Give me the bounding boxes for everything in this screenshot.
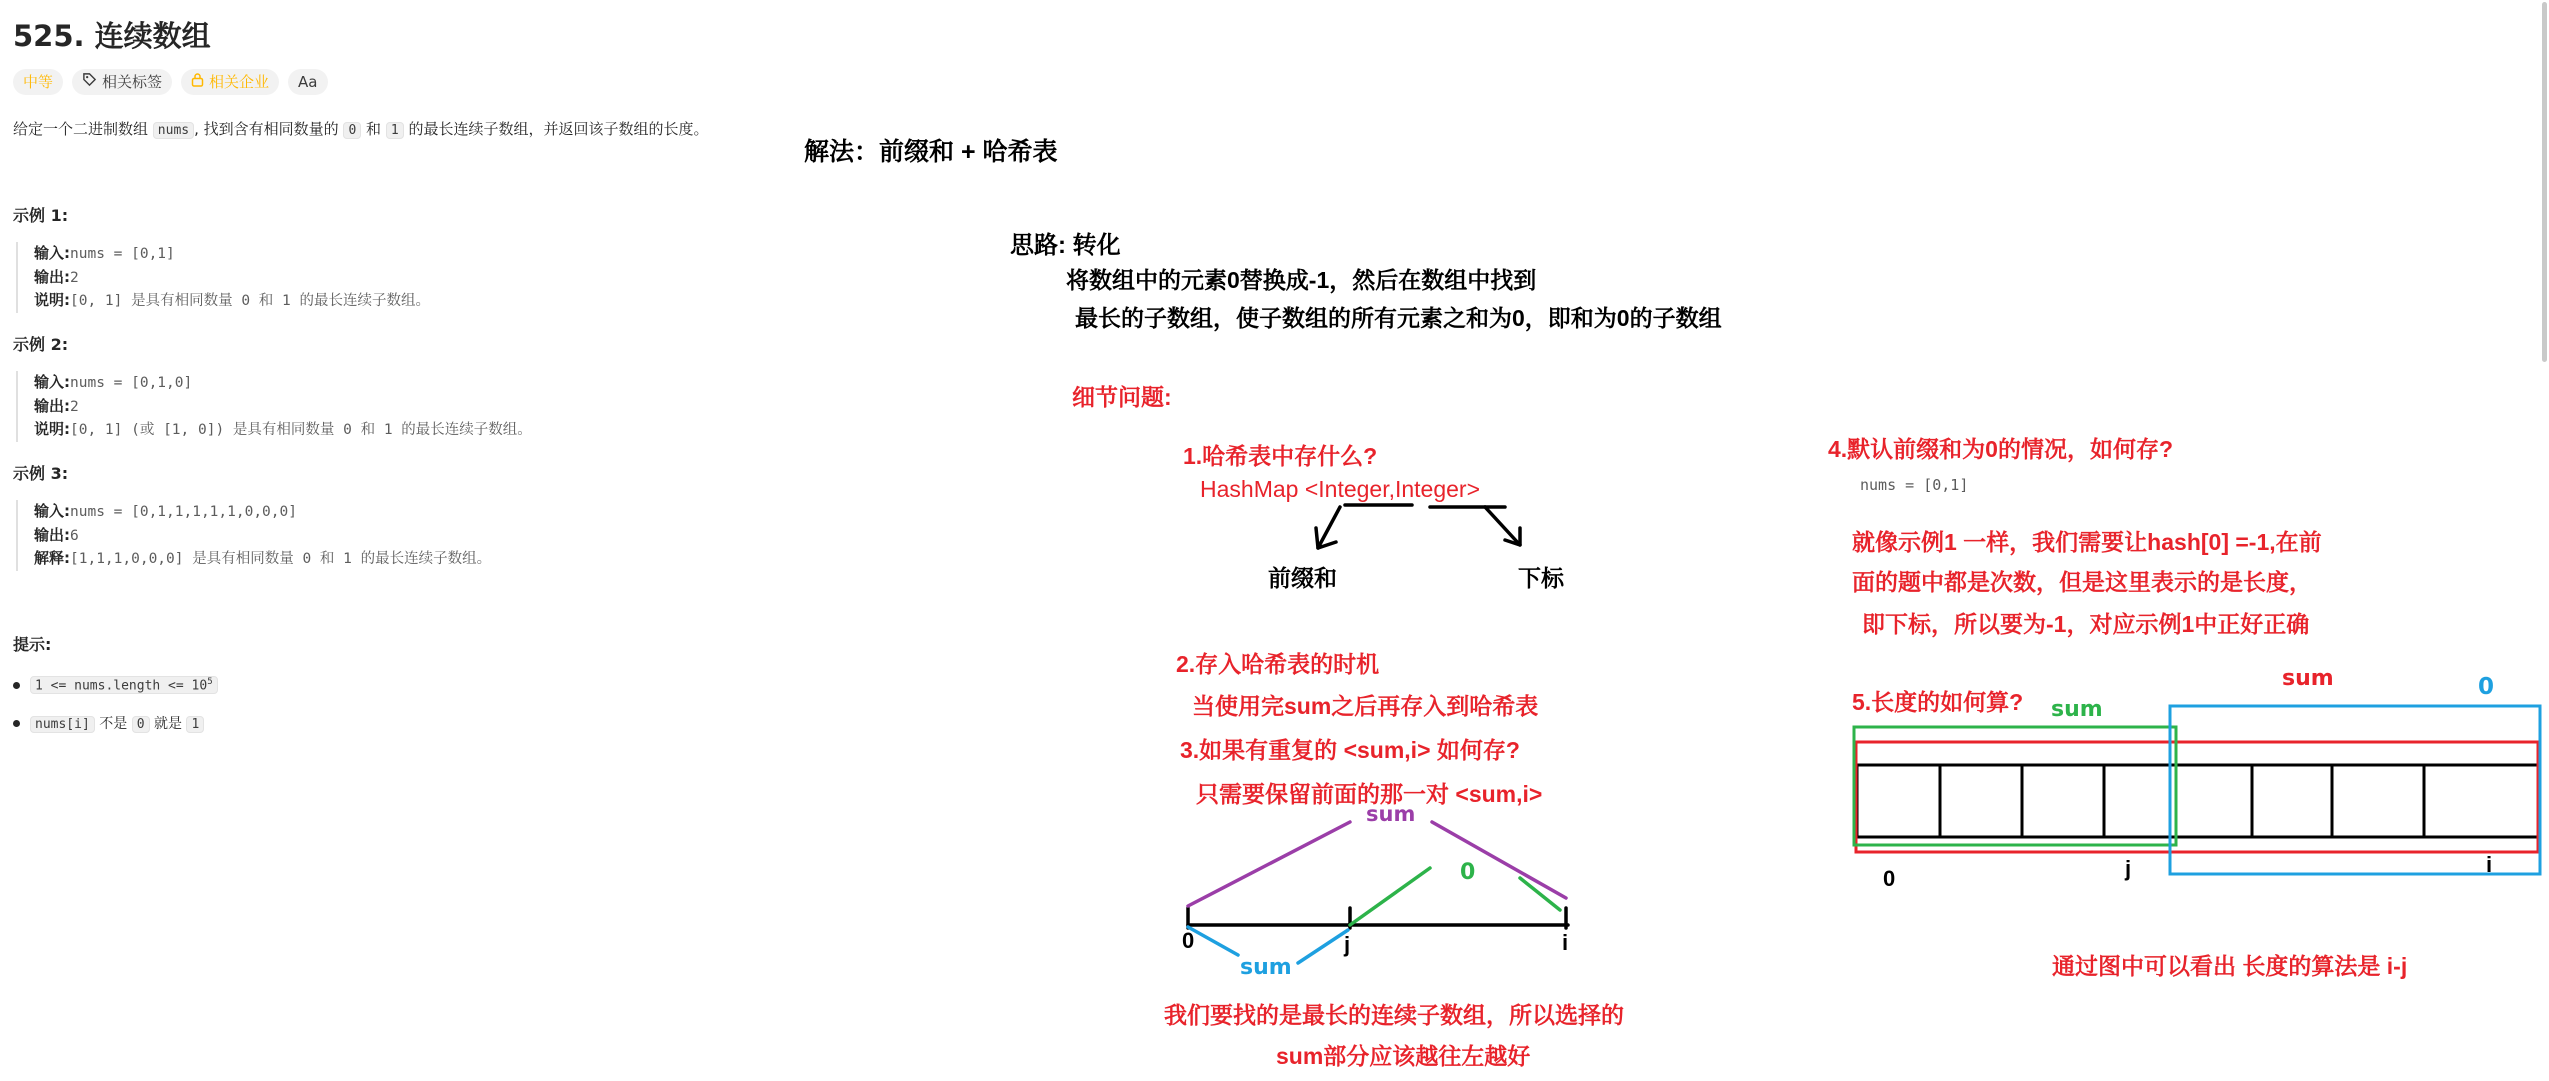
difficulty-badge[interactable]: 中等: [13, 69, 63, 95]
explain-label: 解释:: [34, 549, 70, 567]
desc-code-0: 0: [343, 122, 361, 139]
diagram1-label-0: 0: [1182, 928, 1195, 953]
diagram1-label-j: j: [1344, 932, 1351, 957]
output-label: 输出:: [34, 525, 70, 544]
detail-title: 细节问题:: [1072, 384, 1172, 410]
input-value: nums = [0,1,0]: [70, 375, 193, 391]
input-value: nums = [0,1,1,1,1,1,0,0,0]: [70, 504, 297, 520]
diagram1: [1188, 822, 1568, 963]
question-1: 1.哈希表中存什么?: [1183, 443, 1378, 469]
input-label: 输入:: [34, 244, 70, 262]
answer-4-line-1: 就像示例1 一样，我们需要让hash[0] =-1,在前: [1852, 529, 2322, 555]
question-5: 5.长度的如何算?: [1852, 689, 2024, 715]
conclusion-line-1: 我们要找的是最长的连续子数组，所以选择的: [1164, 1002, 1624, 1028]
diagram1-purple-right: [1432, 822, 1566, 898]
example-1-title: 示例 1:: [13, 206, 69, 225]
hashmap-key-label: 前缀和: [1268, 565, 1337, 591]
diagram2-sum-green: sum: [2051, 697, 2103, 722]
hints-title: 提示:: [13, 635, 52, 654]
answer-4-line-2: 面的题中都是次数，但是这里表示的是长度，: [1852, 569, 2312, 595]
explain-value: [0, 1] (或 [1, 0]) 是具有相同数量 0 和 1 的最长连续子数组。: [70, 422, 532, 438]
diagram2-sum-red: sum: [2282, 666, 2334, 691]
input-value: nums = [0,1]: [70, 246, 175, 262]
diagram1-blue-left: [1188, 927, 1238, 955]
desc-code-nums: nums: [153, 122, 194, 139]
desc-text: , 找到含有相同数量的: [194, 120, 339, 138]
input-label: 输入:: [34, 373, 70, 391]
output-label: 输出:: [34, 396, 70, 415]
desc-text: 给定一个二进制数组: [13, 120, 149, 138]
output-value: 2: [70, 269, 79, 286]
answer-3: 只需要保留前面的那一对 <sum,i>: [1196, 781, 1543, 807]
hint-code-text: 1 <= nums.length <= 10: [35, 678, 208, 694]
diagram1-label-i: i: [1562, 930, 1569, 955]
arrow-to-value: [1485, 507, 1520, 545]
diagram2-green-range: [1854, 727, 2176, 845]
diagram1-sum-bottom: sum: [1240, 955, 1292, 980]
example-2-title: 示例 2:: [13, 335, 69, 354]
desc-code-1: 1: [386, 122, 404, 139]
output-value: 2: [70, 398, 79, 415]
diagram2-label-0: 0: [1883, 866, 1896, 891]
diagram2: [1854, 706, 2540, 874]
output-value: 6: [70, 527, 79, 544]
hashmap-arrows: [1316, 505, 1520, 548]
explain-label: 说明:: [34, 420, 70, 438]
example-3-title: 示例 3:: [13, 464, 69, 483]
hashmap-value-label: 下标: [1518, 565, 1564, 591]
diagram1-green-left: [1350, 868, 1430, 925]
related-tags-label: 相关标签: [102, 73, 163, 91]
diagram2-label-j: j: [2125, 856, 2132, 881]
output-label: 输出:: [34, 267, 70, 286]
diagram1-zero-mark: 0: [1460, 860, 1476, 885]
input-label: 输入:: [34, 502, 70, 520]
hint-text: 就是: [153, 716, 182, 732]
companies-label: 相关企业: [209, 73, 270, 91]
explain-value: [1,1,1,0,0,0] 是具有相同数量 0 和 1 的最长连续子数组。: [70, 551, 492, 567]
diagram2-zero-blue: 0: [2478, 674, 2495, 700]
diagram1-blue-right: [1298, 930, 1351, 963]
diagram2-array: [1857, 765, 2539, 837]
explain-label: 说明:: [34, 291, 70, 309]
problem-title: 525. 连续数组: [13, 19, 211, 53]
desc-text: 的最长连续子数组，并返回该子数组的长度。: [408, 120, 709, 138]
diagram1-purple-left: [1188, 822, 1350, 906]
idea-line-1: 将数组中的元素0替换成-1，然后在数组中找到: [1066, 267, 1537, 293]
hint-code: nums[i]: [30, 716, 95, 733]
explain-value: [0, 1] 是具有相同数量 0 和 1 的最长连续子数组。: [70, 293, 430, 309]
answer-2: 当使用完sum之后再存入到哈希表: [1192, 693, 1539, 719]
diagram2-label-i: i: [2486, 852, 2493, 877]
conclusion-line-2: sum部分应该越往左越好: [1276, 1043, 1531, 1069]
hint-code: 1: [186, 716, 204, 733]
diagram2-blue-range: [2170, 706, 2540, 874]
idea-line-2: 最长的子数组，使子数组的所有元素之和为0，即和为0的子数组: [1075, 305, 1722, 331]
solution-heading: 解法：前缀和 + 哈希表: [804, 138, 1058, 166]
question-4: 4.默认前缀和为0的情况，如何存?: [1828, 436, 2174, 462]
font-size-button[interactable]: Aa: [288, 69, 327, 95]
diagram1-sum-top: sum: [1366, 802, 1416, 826]
question-4-code: nums = [0,1]: [1860, 476, 1969, 494]
question-2: 2.存入哈希表的时机: [1176, 651, 1380, 677]
answer-4-line-3: 即下标，所以要为-1，对应示例1中正好正确: [1862, 611, 2310, 637]
question-3: 3.如果有重复的 <sum,i> 如何存?: [1180, 737, 1520, 763]
answer-5: 通过图中可以看出 长度的算法是 i-j: [2052, 953, 2408, 979]
idea-title: 思路: 转化: [1010, 232, 1121, 259]
hint-text: 不是: [99, 716, 128, 732]
desc-text: 和: [366, 120, 382, 138]
hashmap-type: HashMap <Integer,Integer>: [1200, 476, 1481, 502]
hint-code-exponent: 5: [207, 677, 213, 687]
hint-code: 0: [132, 716, 150, 733]
